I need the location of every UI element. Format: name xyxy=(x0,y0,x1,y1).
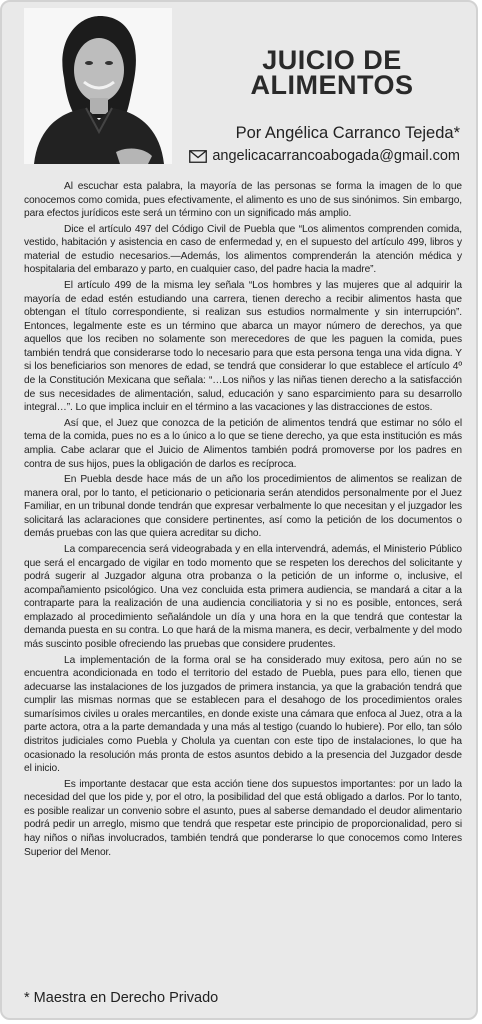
envelope-icon xyxy=(189,150,207,163)
author-photo xyxy=(24,8,172,164)
paragraph-3: El artículo 499 de la misma ley señala “Los hombres y las mujeres que al adquirir la mayoría de edad estén estudiando una carrera, tienen derecho a recibir alimentos hasta que obtengan el título correspondiente, si realizan sus estudios normalmente y sin interrupción”. Entonces, legalmente este es un término que abarca un mayor número de derechos, ya que aquellos que los reciben no solamente son merecedores de que les paguen la comida, pues también tendrá que considerarse todo lo necesario para que esta persona tenga una vida digna. Y si los beneficiarios son menores de edad, se tendrá que considerar lo que establece el artículo 4º de la Constitución Mexicana que señala: “…Los niños y las niñas tienen derecho a la satisfacción de sus necesidades de alimentación, salud, educación y sano esparcimiento para su desarrollo integral…”. Lo que implica incluir en el término a las vacaciones y las distracciones de estos. xyxy=(24,280,462,414)
article-title: JUICIO DE ALIMENTOS xyxy=(250,45,414,100)
author-footnote: * Maestra en Derecho Privado xyxy=(24,990,219,1006)
paragraph-4: Así que, el Juez que conozca de la petición de alimentos tendrá que estimar no sólo el tema de la comida, pues no es a lo único a lo que se tiene derecho, ya que esta institución es más amplia. Cabe aclarar que el Juicio de Alimentos también podrá promoverse por los padres en contra de sus hijos, pues la obligación de darlos es recíproca. xyxy=(24,417,462,470)
author-portrait-icon xyxy=(24,8,172,164)
author-email xyxy=(189,148,460,164)
email-text[interactable]: angelicacarrancoabogada@gmail.com xyxy=(212,148,460,164)
paragraph-2: Dice el artículo 497 del Código Civil de Puebla que “Los alimentos comprenden comida, vestido, habitación y asistencia en caso de enfermedad y, en el supuesto del artículo 499, libros y material de estudio necesarios.—Además, los alimentos comprenderán la atención médica y hospitalaria del embarazo y parto, en cualquier caso, del padre hacia la madre”. xyxy=(24,223,462,276)
author-byline: Por Angélica Carranco Tejeda* xyxy=(235,124,460,142)
article-body xyxy=(24,180,462,861)
paragraph-6: La comparecencia será videograbada y en ella intervendrá, además, el Ministerio Público que será el encargado de vigilar en todo momento que se respeten los derechos del solicitante y podrá sugerir al Juzgador alguna otra probanza o la petición de un informe o, inclusive, el acompañamiento psicológico. Una vez concluida esta primera audiencia, se mandará a citar a la contraparte para la realización de una audiencia conciliatoria y si no es posible, entonces, será emplazado al procedimiento señalándole un día y una hora en la que tendrá que contestar la demanda puesta en su contra. Lo que hará de la misma manera, es decir, verbalmente y del modo más suscinto posible ofreciendo las pruebas que considere prudentes. xyxy=(24,544,462,650)
paragraph-1: Al escuchar esta palabra, la mayoría de las personas se forma la imagen de lo que conocemos como comida, pues efectivamente, el alimento es uno de sus sinónimos. Sin embargo, para efectos jurídicos este será un término con un significado más amplio. xyxy=(24,181,462,220)
paragraph-8: Es importante destacar que esta acción tiene dos supuestos importantes: por un lado la necesidad del que los pide y, por el otro, la posibilidad del que está obligado a darlos. Por lo tanto, es posible realizar un convenio sobre el asunto, pues al saberse demandado el deudor alimentario podrá pedir un arreglo, mismo que tendrá que respetar este principio de proporcionalidad, pero si hay niños o niñas involucrados, también tendrá que ponderarse lo que conocemos como Interes Superior del Menor. xyxy=(24,778,462,858)
paragraph-5: En Puebla desde hace más de un año los procedimientos de alimentos se realizan de manera oral, por lo tanto, el peticionario o peticionaria serán atendidos personalmente por el Juez Familiar, en un tribunal donde tendrán que expresar verbalmente lo que necesitan y el juzgador les solicitará las aclaraciones que considere pertinentes, así como la petición de los documentos o demás pruebas con las que quiera acreditar su dicho. xyxy=(24,474,462,540)
paragraph-7: La implementación de la forma oral se ha considerado muy exitosa, pero aún no se encuentra acondicionada en todo el territorio del estado de Puebla, pues para ello, tienen que adecuarse las instalaciones de los juzgados de primera instancia, ya que la grabación tendrá que cumplir las mismas normas que se establecen para el desahogo de los procedimientos orales sumarísimos civiles u orales mercantiles, en donde existe una cámara que enfoca al Juez, otra a la parte actora, otra a la parte demandada y una más al testigo (cuando lo hubiere). Por ello, tan sólo distritos judiciales como Puebla y Cholula ya cuentan con este tipo de instalaciones, lo que ha ocasionado la resolución más pronta de estos asuntos debido a la presencia del Juzgador desde el inicio. xyxy=(24,654,462,775)
